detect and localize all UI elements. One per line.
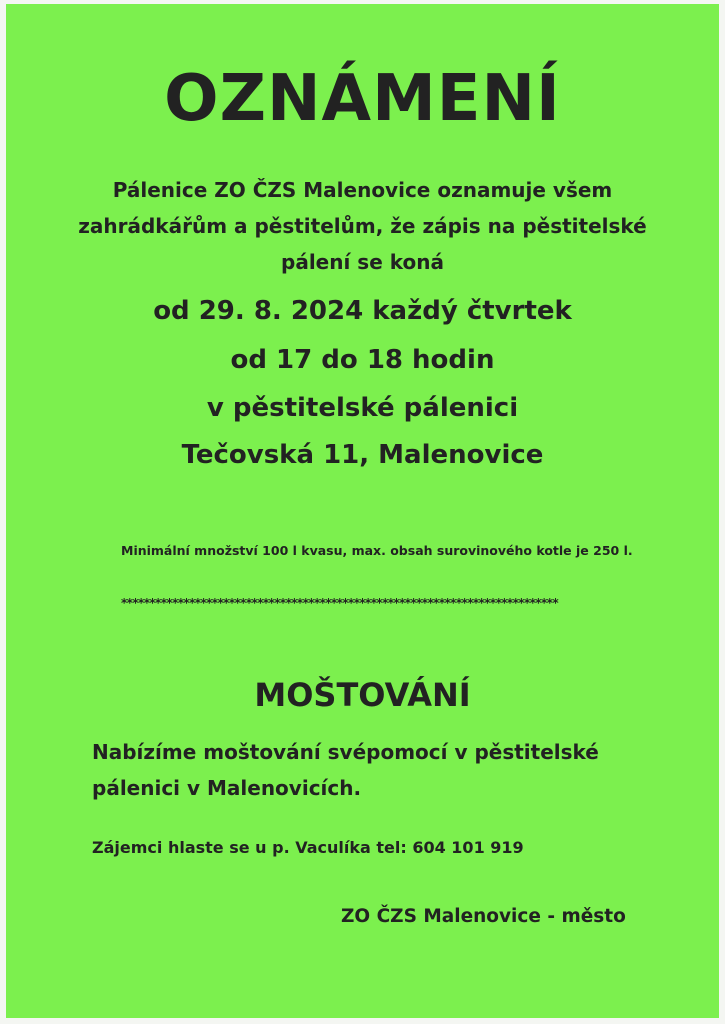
announcement-sheet	[6, 4, 719, 1018]
schedule-time: od 17 do 18 hodin	[230, 345, 495, 375]
quantity-note: Minimální množství 100 l kvasu, max. obsah surovinového kotle je 250 l.	[121, 543, 633, 558]
signature: ZO ČZS Malenovice - město	[341, 906, 626, 927]
cider-heading: MOŠTOVÁNÍ	[254, 676, 471, 714]
schedule-address: Tečovská 11, Malenovice	[181, 440, 544, 470]
announcement-title: OZNÁMENÍ	[164, 62, 561, 136]
schedule-place: v pěstitelské pálenici	[206, 393, 519, 423]
intro-line-3: pálení se koná	[281, 250, 444, 274]
star-separator: *****************************************************************************	[121, 596, 559, 610]
cider-offer-line-1: Nabízíme moštování svépomocí v pěstitelské	[92, 740, 599, 764]
intro-line-1: Pálenice ZO ČZS Malenovice oznamuje všem	[112, 178, 613, 202]
cider-offer-line-2: pálenici v Malenovicích.	[92, 776, 362, 800]
cider-offer	[92, 734, 599, 806]
intro-line-2: zahrádkářům a pěstitelům, že zápis na pěstitelské	[78, 214, 647, 238]
intro-paragraph	[6, 172, 719, 280]
schedule-date: od 29. 8. 2024 každý čtvrtek	[153, 296, 572, 326]
contact-info: Zájemci hlaste se u p. Vaculíka tel: 604 101 919	[92, 838, 524, 857]
